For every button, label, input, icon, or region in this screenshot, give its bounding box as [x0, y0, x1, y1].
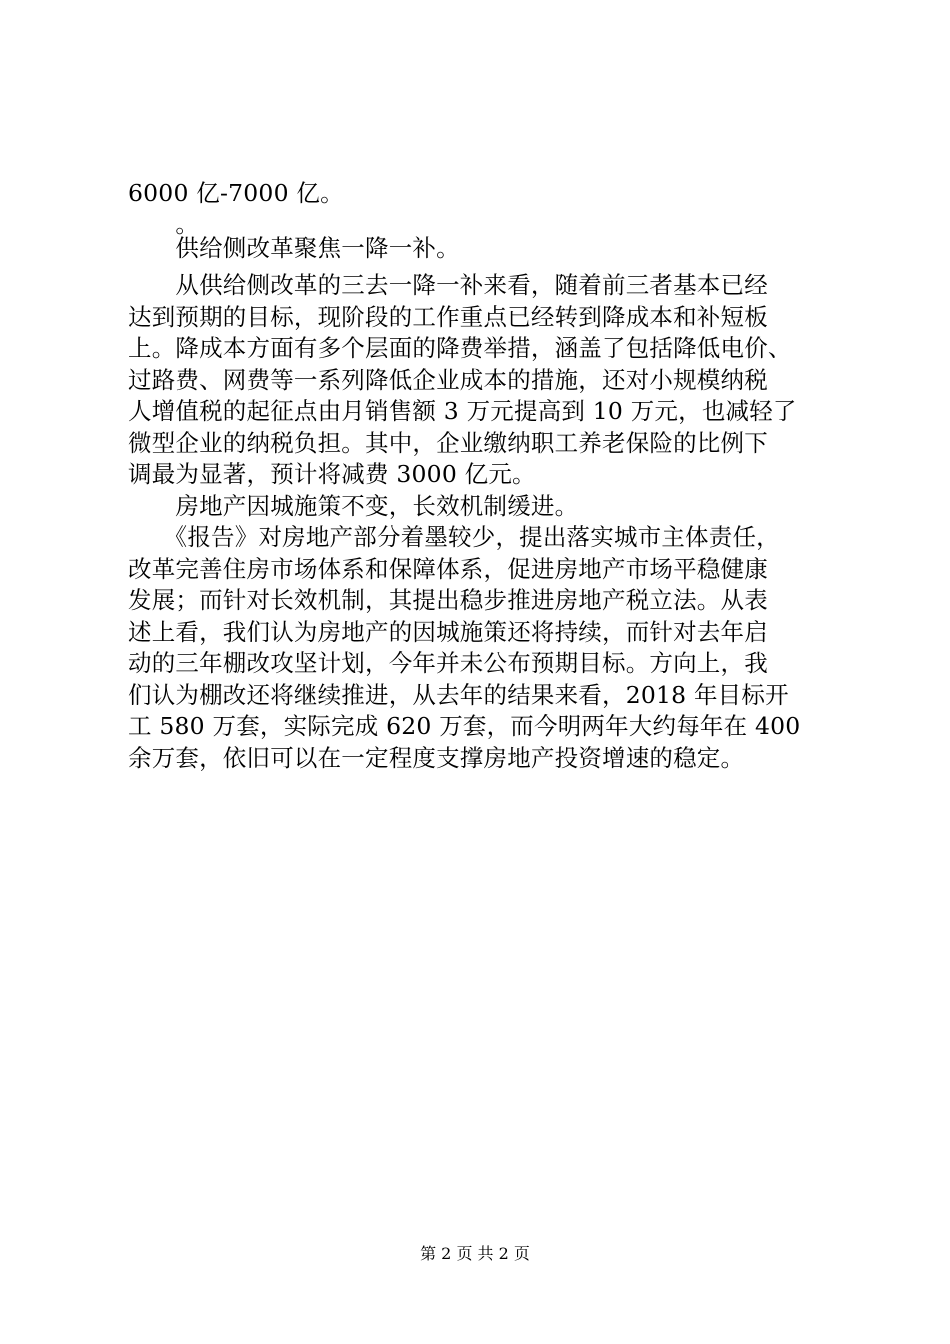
text-line-6: 上。降成本方面有多个层面的降费举措，涵盖了包括降低电价、	[128, 334, 792, 362]
text-line-16: 动的三年棚改攻坚计划，今年并未公布预期目标。方向上，我	[128, 649, 768, 677]
text-line-1: 6000 亿-7000 亿。	[128, 179, 344, 207]
text-line-10: 调最为显著，预计将减费 3000 亿元。	[128, 460, 536, 488]
text-line-9: 微型企业的纳税负担。其中，企业缴纳职工养老保险的比例下	[128, 429, 768, 457]
text-line-13: 改革完善住房市场体系和保障体系，促进房地产市场平稳健康	[128, 555, 768, 583]
text-line-5: 达到预期的目标，现阶段的工作重点已经转到降成本和补短板	[128, 303, 768, 331]
text-line-4: 从供给侧改革的三去一降一补来看，随着前三者基本已经	[128, 271, 768, 299]
text-line-18: 工 580 万套，实际完成 620 万套，而今明两年大约每年在 400	[128, 712, 801, 740]
text-line-15: 述上看，我们认为房地产的因城施策还将持续，而针对去年启	[128, 618, 768, 646]
text-line-3: 供给侧改革聚焦一降一补。	[128, 234, 460, 262]
text-line-19: 余万套，依旧可以在一定程度支撑房地产投资增速的稳定。	[128, 744, 745, 772]
page-footer: 第 2 页 共 2 页	[420, 1244, 530, 1263]
text-line-7: 过路费、网费等一系列降低企业成本的措施，还对小规模纳税	[128, 366, 768, 394]
text-line-17: 们认为棚改还将继续推进，从去年的结果来看，2018 年目标开	[128, 681, 789, 709]
text-line-11: 房地产因城施策不变，长效机制缓进。	[128, 492, 579, 520]
text-line-8: 人增值税的起征点由月销售额 3 万元提高到 10 万元，也减轻了	[128, 397, 797, 425]
text-line-14: 发展；而针对长效机制，其提出稳步推进房地产税立法。从表	[128, 586, 768, 614]
text-line-2: 。	[128, 210, 200, 238]
text-line-12: 《报告》对房地产部分着墨较少，提出落实城市主体责任，	[128, 523, 780, 551]
